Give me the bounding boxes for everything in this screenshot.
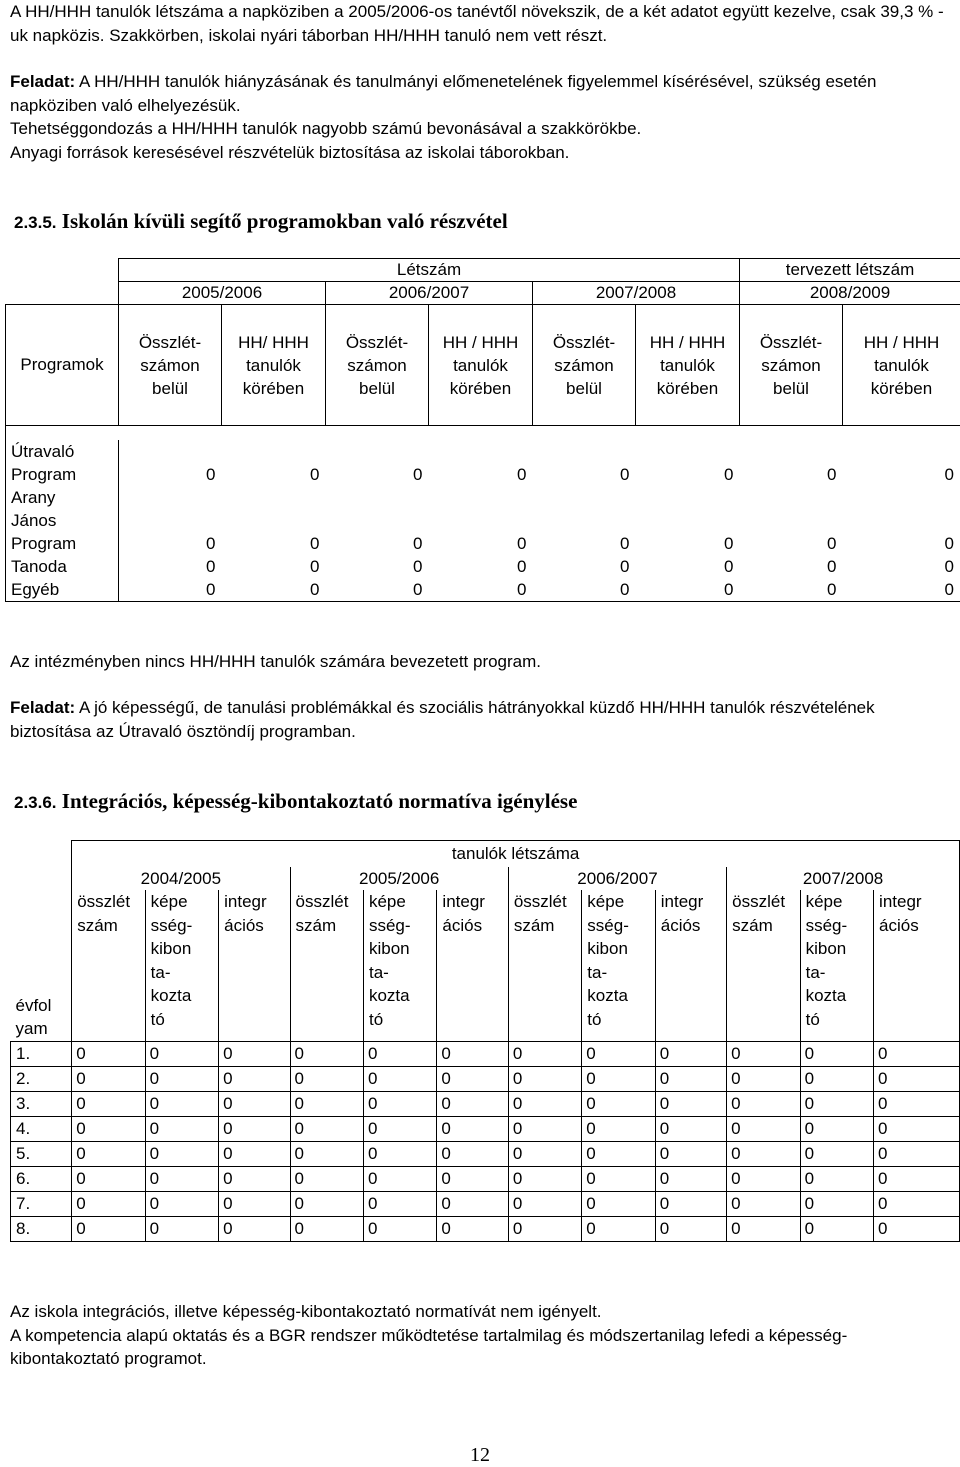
cell-value: 0 [72,1216,145,1241]
cell-value: 0 [800,1116,873,1141]
cell-value: 0 [222,578,326,602]
cell-value: 0 [363,1066,436,1091]
cell-value: 0 [145,1116,218,1141]
cell-value: 0 [219,1116,290,1141]
table-row [11,1191,960,1216]
cell-value: 0 [413,465,423,484]
cell-value: 0 [843,555,960,578]
cell-value: 0 [437,1141,508,1166]
task-label: Feladat: [10,698,76,717]
cell-value: 0 [582,1141,655,1166]
cell-value: 0 [219,1091,290,1116]
cell-value: 0 [517,534,527,553]
cell-value: 0 [508,1166,581,1191]
cell-value: 0 [145,1066,218,1091]
intro-task [10,70,952,117]
col-hh-hhh: HH / HHH tanulók körében [843,305,960,426]
cell-value: 0 [827,534,837,553]
table-row [11,1116,960,1141]
col-osszletszam: összlét szám [290,890,363,1041]
cell-value: 0 [219,1166,290,1191]
programs-label: Programok [6,305,119,426]
cell-value: 0 [843,486,960,555]
col-osszletszam: Összlét- számon belül [119,305,222,426]
cell-value: 0 [800,1091,873,1116]
col-hh-hhh: HH/ HHH tanulók körében [222,305,326,426]
cell-value: 0 [290,1116,363,1141]
cell-value: 0 [620,534,630,553]
col-hh-hhh: HH / HHH tanulók körében [429,305,533,426]
cell-value: 0 [620,557,630,576]
programs-table-body [6,440,960,602]
no-program-note: Az intézményben nincs HH/HHH tanulók számára bevezetett program. [10,652,542,671]
cell-value: 0 [724,534,734,553]
cell-value: 0 [145,1166,218,1191]
cell-value: 0 [727,1091,800,1116]
cell-value: 0 [582,1091,655,1116]
cell-value: 0 [508,1216,581,1241]
cell-value: 0 [290,1066,363,1091]
intro-line-1: A HH/HHH tanulók létszáma a napköziben a 2005/2006-os tanévtől növekszik, de a két adatot együtt kezelve, csak 39,3 % -uk napközis. Szakkörben, iskolai nyári táborban HH/HHH tanuló nem vett részt. [10,2,944,45]
cell-value: 0 [72,1091,145,1116]
col-hh-hhh: HH / HHH tanulók körében [636,305,740,426]
cell-value: 0 [290,1166,363,1191]
cell-value: 0 [310,557,320,576]
cell-value: 0 [800,1216,873,1241]
cell-value: 0 [582,1116,655,1141]
table-row [6,486,960,555]
program-name: Arany János Program [6,486,119,555]
cell-value: 0 [582,1216,655,1241]
cell-value: 0 [724,465,734,484]
page-number: 12 [470,1444,490,1466]
year-header: 2004/2005 [72,867,290,890]
grade-number: 4. [11,1116,72,1141]
cell-value: 0 [582,1191,655,1216]
col-osszletszam: összlét szám [72,890,145,1041]
col-osszletszam: Összlét- számon belül [326,305,429,426]
grade-number: 5. [11,1141,72,1166]
cell-value: 0 [517,465,527,484]
grade-number: 3. [11,1091,72,1116]
grade-number: 8. [11,1216,72,1241]
cell-value: 0 [827,465,837,484]
year-header: 2007/2008 [533,282,740,305]
mid-note [10,650,952,674]
program-name: Útravaló Program [6,440,119,486]
section-number: 2.3.6. [14,793,57,812]
cell-value: 0 [206,465,216,484]
cell-value: 0 [363,1216,436,1241]
integration-table-body [11,1041,960,1241]
cell-value: 0 [655,1091,726,1116]
table-row [11,1041,960,1066]
cell-value: 0 [72,1141,145,1166]
cell-value: 0 [727,1116,800,1141]
cell-value: 0 [655,1191,726,1216]
cell-value: 0 [206,557,216,576]
letszam-header: Létszám [119,259,740,282]
cell-value: 0 [508,1066,581,1091]
cell-value: 0 [290,1041,363,1066]
cell-value: 0 [363,1191,436,1216]
cell-value: 0 [655,1041,726,1066]
col-osszletszam: Összlét- számon belül [533,305,636,426]
cell-value: 0 [800,1166,873,1191]
grade-number: 7. [11,1191,72,1216]
cell-value: 0 [119,578,222,602]
cell-value: 0 [290,1216,363,1241]
cell-value: 0 [326,578,429,602]
table-row [11,1091,960,1116]
cell-value: 0 [874,1091,960,1116]
closing-line-1: Az iskola integrációs, illetve képesség-kibontakoztató normatívát nem igényelt. [10,1302,602,1321]
col-osszletszam: Összlét- számon belül [740,305,843,426]
year-header: 2005/2006 [119,282,326,305]
col-osszletszam: összlét szám [508,890,581,1041]
cell-value: 0 [206,534,216,553]
cell-value: 0 [310,534,320,553]
cell-value: 0 [727,1141,800,1166]
cell-value: 0 [582,1066,655,1091]
cell-value: 0 [874,1141,960,1166]
cell-value: 0 [363,1091,436,1116]
cell-value: 0 [727,1191,800,1216]
cell-value: 0 [145,1216,218,1241]
cell-value: 0 [655,1066,726,1091]
cell-value: 0 [827,557,837,576]
cell-value: 0 [800,1066,873,1091]
grade-label: évfol yam [11,841,72,1042]
col-kepesseg-kibontakoztato: képe sség- kibon ta- kozta tó [582,890,655,1041]
cell-value: 0 [219,1191,290,1216]
cell-value: 0 [290,1091,363,1116]
cell-value: 0 [437,1216,508,1241]
cell-value: 0 [727,1166,800,1191]
spacer-row [6,426,960,441]
cell-value: 0 [145,1191,218,1216]
cell-value: 0 [800,1141,873,1166]
cell-value: 0 [437,1091,508,1116]
cell-value: 0 [219,1066,290,1091]
table-row [6,578,960,602]
cell-value: 0 [724,557,734,576]
col-kepesseg-kibontakoztato: képe sség- kibon ta- kozta tó [145,890,218,1041]
cell-value: 0 [72,1166,145,1191]
subheader-row [11,890,960,1041]
cell-value: 0 [508,1141,581,1166]
cell-value: 0 [655,1141,726,1166]
table-row [11,1066,960,1091]
table-row [6,555,960,578]
cell-value: 0 [727,1216,800,1241]
cell-value: 0 [874,1216,960,1241]
cell-value: 0 [437,1191,508,1216]
cell-value: 0 [219,1141,290,1166]
cell-value: 0 [655,1116,726,1141]
section-heading-236 [14,789,577,814]
year-header: 2008/2009 [740,282,960,305]
year-header: 2006/2007 [508,867,726,890]
col-osszletszam: összlét szám [727,890,800,1041]
cell-value: 0 [800,1041,873,1066]
blank-corner [6,259,119,305]
closing-line-2: A kompetencia alapú oktatás és a BGR rendszer működtetése tartalmilag és módszertanilag lefedi a képesség-kibontakoztató programot. [10,1325,848,1368]
cell-value: 0 [72,1066,145,1091]
task-text: A jó képességű, de tanulási problémákkal és szociális hátrányokkal küzdő HH/HHH tanulók részvételének biztosítása az Útravaló ösztöndíj programban. [10,698,875,741]
cell-value: 0 [843,440,960,486]
cell-value: 0 [429,578,533,602]
intro-line-4: Anyagi források keresésével részvételük biztosítása az iskolai táborokban. [10,142,570,162]
grade-number: 2. [11,1066,72,1091]
grade-number: 6. [11,1166,72,1191]
cell-value: 0 [437,1066,508,1091]
cell-value: 0 [290,1141,363,1166]
integration-table [10,840,960,1242]
cell-value: 0 [219,1216,290,1241]
table-row [6,440,960,486]
cell-value: 0 [413,534,423,553]
cell-value: 0 [413,557,423,576]
col-integracios: integr ációs [874,890,960,1041]
cell-value: 0 [72,1191,145,1216]
section-number: 2.3.5. [14,213,57,232]
cell-value: 0 [219,1041,290,1066]
col-kepesseg-kibontakoztato: képe sség- kibon ta- kozta tó [363,890,436,1041]
program-name: Tanoda [6,555,119,578]
cell-value: 0 [517,557,527,576]
cell-value: 0 [843,578,960,602]
cell-value: 0 [508,1041,581,1066]
section-title: Iskolán kívüli segítő programokban való részvétel [56,209,508,233]
cell-value: 0 [800,1191,873,1216]
table-row [11,1141,960,1166]
cell-value: 0 [145,1091,218,1116]
cell-value: 0 [363,1116,436,1141]
cell-value: 0 [727,1041,800,1066]
cell-value: 0 [310,465,320,484]
task-text: A HH/HHH tanulók hiányzásának és tanulmányi előmenetelének figyelemmel kísérésével, szükség esetén napköziben való elhelyezésük. [10,72,877,115]
table-row [11,1216,960,1241]
closing-block [10,1300,952,1371]
tervezett-header: tervezett létszám [740,259,960,282]
cell-value: 0 [363,1166,436,1191]
cell-value: 0 [72,1116,145,1141]
programs-table [5,258,960,602]
cell-value: 0 [874,1066,960,1091]
cell-value: 0 [145,1041,218,1066]
col-integracios: integr ációs [219,890,290,1041]
cell-value: 0 [636,578,740,602]
intro-line-3: Tehetséggondozás a HH/HHH tanulók nagyobb számú bevonásával a szakkörökbe. [10,119,642,138]
program-name: Egyéb [6,578,119,602]
mid-task-block [10,696,952,743]
section-title: Integrációs, képesség-kibontakoztató normatíva igénylése [56,789,578,813]
grade-number: 1. [11,1041,72,1066]
cell-value: 0 [437,1166,508,1191]
table-row [11,1166,960,1191]
cell-value: 0 [290,1191,363,1216]
col-kepesseg-kibontakoztato: képe sség- kibon ta- kozta tó [800,890,873,1041]
cell-value: 0 [363,1041,436,1066]
year-header: 2005/2006 [290,867,508,890]
cell-value: 0 [874,1116,960,1141]
students-count-header: tanulók létszáma [72,841,960,868]
section-heading-235 [14,209,508,234]
cell-value: 0 [508,1116,581,1141]
cell-value: 0 [508,1191,581,1216]
task-label: Feladat: [10,72,76,91]
intro-task-block [10,70,952,164]
cell-value: 0 [533,578,636,602]
year-header: 2007/2008 [727,867,960,890]
col-integracios: integr ációs [437,890,508,1041]
cell-value: 0 [508,1091,581,1116]
cell-value: 0 [72,1041,145,1066]
cell-value: 0 [874,1166,960,1191]
cell-value: 0 [620,465,630,484]
year-header: 2006/2007 [326,282,533,305]
cell-value: 0 [437,1116,508,1141]
cell-value: 0 [727,1066,800,1091]
cell-value: 0 [874,1191,960,1216]
cell-value: 0 [655,1216,726,1241]
col-integracios: integr ációs [655,890,726,1041]
cell-value: 0 [655,1166,726,1191]
cell-value: 0 [145,1141,218,1166]
cell-value: 0 [740,578,843,602]
cell-value: 0 [582,1166,655,1191]
intro-paragraph [10,0,952,47]
cell-value: 0 [874,1041,960,1066]
cell-value: 0 [437,1041,508,1066]
mid-task [10,696,952,743]
cell-value: 0 [363,1141,436,1166]
cell-value: 0 [582,1041,655,1066]
